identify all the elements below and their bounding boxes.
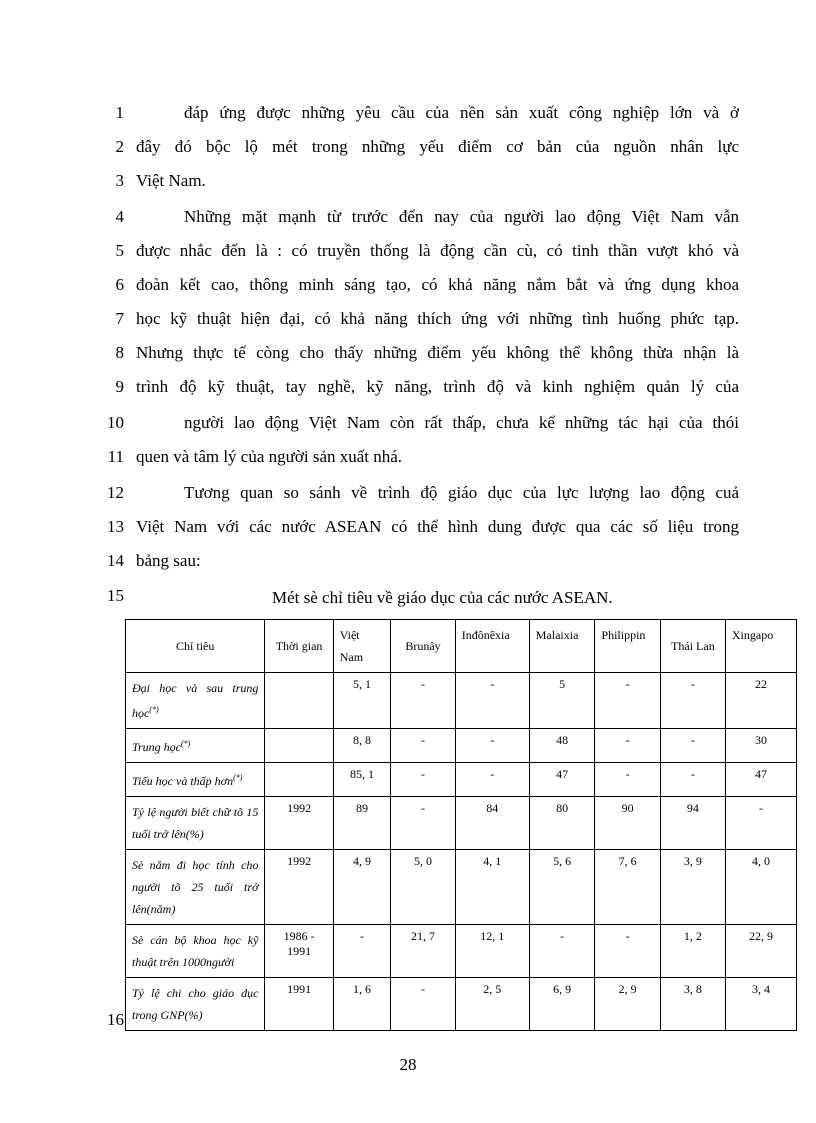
value-cell: - bbox=[660, 673, 725, 729]
line-number: 2 bbox=[115, 137, 124, 156]
value-cell: 5, 6 bbox=[529, 850, 595, 925]
column-header: Thái Lan bbox=[660, 620, 725, 673]
value-cell: 47 bbox=[725, 763, 796, 797]
text-line bbox=[0, 207, 816, 241]
value-cell: 3, 8 bbox=[660, 978, 725, 1031]
line-number: 8 bbox=[115, 343, 124, 362]
line-number: 10 bbox=[107, 413, 124, 432]
value-cell: 80 bbox=[529, 797, 595, 850]
line-text: học kỹ thuật hiện đại, có khả năng thích ứng với những tình huống phức tạp. bbox=[136, 309, 739, 328]
line-number: 4 bbox=[115, 207, 124, 226]
table-row bbox=[126, 673, 797, 729]
value-cell: - bbox=[595, 729, 660, 763]
text-line bbox=[0, 517, 816, 551]
row-label bbox=[126, 763, 265, 797]
value-cell: - bbox=[391, 978, 455, 1031]
value-cell: 3, 9 bbox=[660, 850, 725, 925]
value-cell: - bbox=[660, 729, 725, 763]
line-number: 9 bbox=[115, 377, 124, 396]
value-cell: 4, 9 bbox=[333, 850, 391, 925]
table-row bbox=[126, 978, 797, 1031]
row-label-text: Tỷ lệ người biết chữ tõ 15 tuổi trở lên(%) bbox=[132, 805, 259, 841]
row-label bbox=[126, 673, 265, 729]
value-cell: - bbox=[595, 673, 660, 729]
value-cell: - bbox=[391, 729, 455, 763]
text-line bbox=[0, 275, 816, 309]
time-cell bbox=[265, 729, 333, 763]
line-number: 1 bbox=[115, 103, 124, 122]
value-cell: 5 bbox=[529, 673, 595, 729]
column-header: Thời gian bbox=[265, 620, 333, 673]
table-row bbox=[126, 797, 797, 850]
line-text: Việt Nam với các nước ASEAN có thể hình dung được qua các số liệu trong bbox=[136, 517, 739, 536]
text-line bbox=[0, 447, 816, 481]
table-header-row bbox=[126, 620, 797, 673]
value-cell: 7, 6 bbox=[595, 850, 660, 925]
footnote-marker: (*) bbox=[149, 705, 159, 714]
value-cell: 94 bbox=[660, 797, 725, 850]
text-line bbox=[0, 171, 816, 205]
value-cell: 2, 5 bbox=[455, 978, 529, 1031]
table-body bbox=[126, 673, 797, 1031]
value-cell: 5, 1 bbox=[333, 673, 391, 729]
value-cell: 47 bbox=[529, 763, 595, 797]
value-cell: 1, 2 bbox=[660, 925, 725, 978]
value-cell: 90 bbox=[595, 797, 660, 850]
value-cell: 21, 7 bbox=[391, 925, 455, 978]
row-label bbox=[126, 797, 265, 850]
text-line bbox=[0, 551, 816, 585]
line-text: Nhưng thực tế còng cho thấy những điểm yếu không thể không thừa nhận là bbox=[136, 343, 739, 362]
time-cell: 1991 bbox=[265, 978, 333, 1031]
value-cell: - bbox=[391, 797, 455, 850]
line-text: đoàn kết cao, thông minh sáng tạo, có khả năng nắm bắt và ứng dụng khoa bbox=[136, 275, 739, 294]
line-text: trình độ kỹ thuật, tay nghề, kỹ năng, trình độ và kinh nghiệm quản lý của bbox=[136, 377, 739, 396]
value-cell: - bbox=[333, 925, 391, 978]
time-cell bbox=[265, 673, 333, 729]
table-row bbox=[126, 925, 797, 978]
row-label bbox=[126, 729, 265, 763]
footnote-marker: (*) bbox=[233, 773, 243, 782]
value-cell: 5, 0 bbox=[391, 850, 455, 925]
row-label-text: Đại học và sau trung học bbox=[132, 681, 259, 720]
value-cell: - bbox=[660, 763, 725, 797]
value-cell: - bbox=[455, 763, 529, 797]
column-header: Inđônêxia bbox=[455, 620, 529, 673]
value-cell: 8, 8 bbox=[333, 729, 391, 763]
column-header: Việt Nam bbox=[333, 620, 391, 673]
row-label bbox=[126, 925, 265, 978]
line-text: Tương quan so sánh về trình độ giáo dục của lực lượng lao động cuả bbox=[184, 483, 739, 502]
table-caption: Mét sè chỉ tiêu về giáo dục của các nước ASEAN. bbox=[272, 588, 613, 607]
line-text: đây đó bộc lộ mét trong những yếu điểm cơ bản của nguồn nhân lực bbox=[136, 137, 739, 156]
line-text: quen và tâm lý của người sản xuất nhá. bbox=[136, 447, 403, 466]
line-text: được nhắc đến là : có truyền thống là động cần cù, có tinh thần vượt khó và bbox=[136, 241, 739, 260]
text-line bbox=[0, 377, 816, 411]
text-line bbox=[0, 413, 816, 447]
value-cell: 4, 0 bbox=[725, 850, 796, 925]
row-label-text: Tiểu học và thấp hơn bbox=[132, 774, 234, 788]
line-text: đáp ứng được những yêu cầu của nền sản xuất công nghiệp lớn và ở bbox=[184, 103, 739, 122]
line-text: bảng sau: bbox=[136, 551, 201, 570]
value-cell: 2, 9 bbox=[595, 978, 660, 1031]
text-line bbox=[0, 309, 816, 343]
text-line bbox=[0, 137, 816, 171]
value-cell: - bbox=[391, 673, 455, 729]
line-number: 5 bbox=[115, 241, 124, 260]
text-line bbox=[0, 483, 816, 517]
value-cell: 1, 6 bbox=[333, 978, 391, 1031]
line-text: Những mặt mạnh từ trước đến nay của người lao động Việt Nam vẫn bbox=[184, 207, 739, 226]
value-cell: 30 bbox=[725, 729, 796, 763]
table-row bbox=[126, 850, 797, 925]
line-number: 15 bbox=[107, 586, 124, 605]
table-row bbox=[126, 729, 797, 763]
line-number: 16 bbox=[107, 1010, 124, 1029]
row-label-text: Sè cán bộ khoa học kỹ thuật trên 1000người bbox=[132, 933, 259, 969]
column-header: Malaixia bbox=[529, 620, 595, 673]
value-cell: 85, 1 bbox=[333, 763, 391, 797]
time-cell: 1986 - 1991 bbox=[265, 925, 333, 978]
time-cell bbox=[265, 763, 333, 797]
asean-education-table bbox=[125, 619, 797, 1031]
time-cell: 1992 bbox=[265, 797, 333, 850]
text-line bbox=[0, 103, 816, 137]
value-cell: 48 bbox=[529, 729, 595, 763]
line-number: 12 bbox=[107, 483, 124, 502]
value-cell: 12, 1 bbox=[455, 925, 529, 978]
value-cell: - bbox=[455, 673, 529, 729]
column-header: Brunây bbox=[391, 620, 455, 673]
row-label bbox=[126, 850, 265, 925]
value-cell: - bbox=[725, 797, 796, 850]
line-text: người lao động Việt Nam còn rất thấp, chưa kể những tác hại của thói bbox=[184, 413, 739, 432]
line-number: 13 bbox=[107, 517, 124, 536]
value-cell: - bbox=[595, 925, 660, 978]
line-number: 3 bbox=[115, 171, 124, 190]
value-cell: 3, 4 bbox=[725, 978, 796, 1031]
row-label-text: Sè năm đi học tính cho người tõ 25 tuổi trở lên(năm) bbox=[132, 858, 259, 916]
column-header: Philippin bbox=[595, 620, 660, 673]
line-number: 14 bbox=[107, 551, 124, 570]
line-number: 11 bbox=[107, 447, 124, 466]
value-cell: 84 bbox=[455, 797, 529, 850]
value-cell: 22, 9 bbox=[725, 925, 796, 978]
row-label-text: Tỷ lệ chi cho giáo dục trong GNP(%) bbox=[132, 986, 259, 1022]
footnote-marker: (*) bbox=[181, 739, 191, 748]
value-cell: 89 bbox=[333, 797, 391, 850]
value-cell: - bbox=[455, 729, 529, 763]
value-cell: 6, 9 bbox=[529, 978, 595, 1031]
page-number: 28 bbox=[399, 1055, 417, 1074]
column-header: Chỉ tiêu bbox=[126, 620, 265, 673]
value-cell: - bbox=[595, 763, 660, 797]
row-label-text: Trung học bbox=[132, 740, 182, 754]
value-cell: - bbox=[529, 925, 595, 978]
row-label bbox=[126, 978, 265, 1031]
line-number: 6 bbox=[115, 275, 124, 294]
text-line bbox=[0, 343, 816, 377]
value-cell: 4, 1 bbox=[455, 850, 529, 925]
column-header: Xingapo bbox=[725, 620, 796, 673]
line-text: Việt Nam. bbox=[136, 171, 206, 190]
text-line bbox=[0, 241, 816, 275]
value-cell: - bbox=[391, 763, 455, 797]
line-number: 7 bbox=[115, 309, 124, 328]
time-cell: 1992 bbox=[265, 850, 333, 925]
table-row bbox=[126, 763, 797, 797]
value-cell: 22 bbox=[725, 673, 796, 729]
